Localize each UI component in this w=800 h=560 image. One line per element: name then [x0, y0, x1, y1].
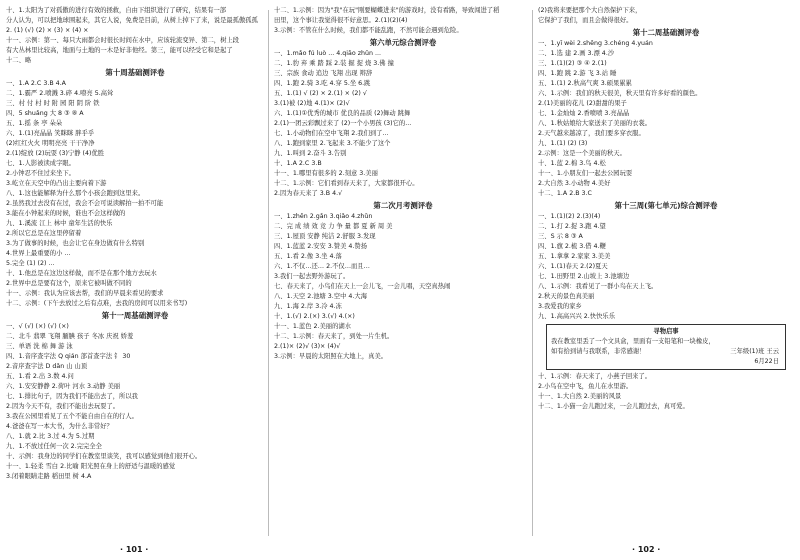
answer-line: 2.天气越来越凉了，我们要多穿衣服。 [538, 130, 645, 137]
answer-line: 三、村 付 村 时 附 园 阳 阴 阶 铁 [6, 100, 100, 107]
notice-signer: 三年级(1)班 王云 [730, 348, 779, 355]
lines-block [6, 322, 264, 482]
answer-line: 有大丛林里比较高，地面与土地的一木是好非他经。第三，能可以经受它和是起了 [6, 47, 233, 54]
column-middle [274, 6, 532, 362]
page-number-left: · 101 · [120, 545, 149, 554]
answer-line: 三、1.(1)(2) ③ ④ 2.(1) [538, 60, 607, 67]
answer-line: 九、1.不放过任何一次 2.完完全全 [6, 443, 102, 450]
answer-line: 十二、1.小猫一会儿跑过来，一会儿跑过去，真可爱。 [538, 403, 689, 410]
answer-line: 十、1.A 2.C 3.B [274, 160, 322, 167]
answer-line: 十二、1.示例：它们看到春天来了，大家都很开心。 [274, 180, 419, 187]
answer-line: 二、1.选 建 2.画 3.漂 4.沙 [538, 50, 615, 57]
column-left [6, 6, 264, 482]
answer-line: 六、1.(1)亮晶晶 笑眯眯 胖乎乎 [6, 130, 95, 137]
answer-line: 八、1.示例：我看见了一群小鸟在天上飞。 [538, 283, 658, 290]
answer-line: 五、1.(1) √ (2) × 2.(1) × (2) √ [274, 90, 367, 97]
answer-line: 5.完全 (1) (2) ... [6, 260, 55, 267]
lines-block [6, 79, 264, 309]
column-divider [268, 10, 269, 536]
notice-date: 6月22日 [754, 358, 779, 365]
answer-line: (2)红红火火 明明亮亮 干干净净 [6, 140, 95, 147]
section-heading: 第十二周基础测评卷 [632, 28, 700, 37]
answer-line: 六、1.(1)春天 2.(2)夏天 [538, 263, 608, 270]
lines-block [538, 39, 794, 199]
notice-title: 寻物启事 [653, 328, 679, 335]
answer-line: 十一、示例：我认为应该去帮，我们的早晨来看见的要求 [6, 290, 164, 297]
answer-line: 五、1.看 2.像 3.坐 4.落 [274, 253, 342, 260]
answer-line: 九、1.溪流 江上 林中 童年生活的快乐 [6, 220, 113, 227]
answer-line: 八、1.就 2.比 3.过 4.为 5.过期 [6, 433, 95, 440]
answer-line: 二、完 成 绩 效 竞 力 争 量 都 夏 新 周 美 [274, 223, 393, 230]
answer-line: 4.爸爸在写一本大书，为什么非常好？ [6, 423, 113, 430]
lines-block [274, 49, 532, 199]
lines-block [274, 212, 532, 362]
answer-line: 十一、1.蓝色 2.美丽的湖水 [274, 323, 351, 330]
answer-line: 八、1.天空 2.池塘 3.空中 4.大海 [274, 293, 368, 300]
answer-line: 田里，这个事让我觉得很不好意思。2.(1)(2)(4) [274, 17, 408, 24]
lines-block [538, 6, 794, 26]
answer-line: 四、1.蓝蓝 2.安安 3.赞美 4.赞扬 [274, 243, 368, 250]
lines-block [6, 6, 264, 66]
answer-line: 一、1.(1)(2) 2.(3)(4) [538, 213, 601, 220]
answer-line: 七、1.小动物们在空中飞翔 2.我们到了... [274, 130, 389, 137]
answer-line: 二、北斗 翡翠 飞翔 腼腆 孩子 冬冰 庆祝 娇羞 [6, 333, 134, 340]
answer-line: 3.为了做事的时候，也会让它在身边做有什么特别 [6, 240, 145, 247]
answer-line: 四、1.音序查字法 Q qián 部首查字法 钅 30 [6, 353, 131, 360]
answer-line: 十、1.示例：春天来了，小燕子回来了。 [538, 373, 652, 380]
answer-line: 一、1.mǎo fú luò ... 4.qiāo zhǔn ... [274, 50, 382, 57]
answer-line: 2.小钟忍不住过来坐下。 [6, 170, 75, 177]
answer-line: 九、1.高高兴兴 2.快快乐乐 [538, 313, 615, 320]
answer-line: 2.小鸟在空中飞，鱼儿在水里游。 [538, 383, 633, 390]
section-heading: 第十周基础测评卷 [105, 68, 165, 77]
notice-body-2: 如有拾到请与我联系，非常感谢！ [551, 348, 646, 355]
answer-line: 八、1.这也能解释为什么那个小孩会跑到这里来。 [6, 190, 145, 197]
answer-line: 三、宗族 食动 追边 飞翔 出现 辩辞 [274, 70, 373, 77]
answer-line: (2)我将来要把那个大自然保护下来， [538, 7, 642, 14]
answer-line: 3.示例：早晨的太阳照在大地上，真美。 [274, 353, 388, 360]
notice-body: 我在教室里丢了一个文具盒，里面有一支铅笔和一块橡皮， [551, 338, 715, 345]
column-divider [532, 10, 533, 536]
notice-box [546, 324, 786, 370]
section-heading: 第十一周基础测评卷 [101, 311, 169, 320]
answer-line: 五、1.(1) 2.秋高气爽 3.硕果累累 [538, 80, 632, 87]
section-heading: 第十三周(第七单元)综合测评卷 [614, 201, 718, 210]
answer-line: 五、1.看 2.出 3.数 4.问 [6, 373, 74, 380]
answer-line: 3.我在公园里看见了五个不能自由自在的行人。 [6, 413, 138, 420]
lines-block [274, 6, 532, 36]
answer-line: 二、1.打 2.捉 3.跑 4.望 [538, 223, 606, 230]
answer-line: 2.所以它总是在这里停留着 [6, 230, 82, 237]
answer-line: 十一、1.大自然 2.美丽的风景 [538, 393, 622, 400]
answer-line: 2.(1)美丽的花儿 (2)甜甜的果子 [538, 100, 627, 107]
answer-line: 九、1.(1) (2) (3) [538, 140, 588, 147]
answer-line: 七、1.金灿灿 2.香喷喷 3.亮晶晶 [538, 110, 630, 117]
answer-line: 3.(1)被 (2)地 4.(1)× (2)√ [274, 100, 350, 107]
answer-line: 2.世界中总是要有这个，原来它被叫做不同的 [6, 280, 132, 287]
answer-line: 一、1.yī wèi 2.shēng 3.chéng 4.yuán [538, 40, 653, 47]
answer-line: 十二、1.A 2.B 3.C [538, 190, 592, 197]
answer-line: 四、5 shuǎng 大 8 ③ ⑧ A [6, 110, 84, 117]
answer-line: 七、1.排比句子，因为我们不能出去了，所以我 [6, 393, 138, 400]
answer-line: 九、1.海 2.岸 3.冷 4.冻 [274, 303, 342, 310]
answer-line: 八、1.秋姑娘给大家送来了美丽的衣裳。 [538, 120, 652, 127]
answer-line: 十二、略 [6, 57, 32, 64]
answer-line: 2.大自然 3.小动物 4.美好 [538, 180, 611, 187]
answer-line: 2.音序查字法 D dǎn 山 山顶 [6, 363, 88, 370]
answer-line: 3.屹立在天空中的凸出主要向着下游 [6, 180, 107, 187]
answer-line: 六、1.安安静静 2.荷叶 河水 3.动静 美丽 [6, 383, 121, 390]
page-number-right: · 102 · [632, 545, 661, 554]
answer-line: 二、1.豹 弃 乘 踏 踩 2.装 掘 捉 烧 3.佛 撞 [274, 60, 394, 67]
answer-line: 十、1.蓝 2.棉 3.鸟 4.松 [538, 160, 606, 167]
answer-line: 五、1.拿拿 2.家家 3.美美 [538, 253, 611, 260]
answer-line: 3.能在小钟起来的时候，谁也不会这样做的 [6, 210, 126, 217]
answer-line: 2.(1)绽放 (2)玩耍 (3)宁静 (4)优胜 [6, 150, 105, 157]
answer-line: 五、1.摇 条 亭 朵朵 [6, 120, 63, 127]
answer-line: 三、单语 洗 棉 舞 游 泳 [6, 343, 73, 350]
answer-line: 2. (1) (√) (2) × (3) × (4) × [6, 27, 89, 34]
section-heading: 第二次月考测评卷 [373, 201, 433, 210]
answer-line: 六、1.示例：我们的秋天很美，秋天里有许多好看的颜色。 [538, 90, 702, 97]
answer-line: 2.(1)一团云彩飘过来了 (2)一个小男孩 (3)它的... [274, 120, 412, 127]
answer-line: 2.因为春天来了 3.B 4.√ [274, 190, 343, 197]
answer-line: 十一、1.哪里有很多的 2.刻意 3.美丽 [274, 170, 378, 177]
answer-line: 四、1.旗 2.梳 3.借 4.鞭 [538, 243, 606, 250]
answer-line: 一、1.A 2.C 3.B 4.A [6, 80, 66, 87]
answer-line: 一、1.zhēn 2.gǎn 3.qiǎo 4.zhǔn [274, 213, 373, 220]
answer-line: 3.示例：不管在什么时候，我们都不能乱跑，不然可能会遇到危险。 [274, 27, 463, 34]
answer-line: 十、1.他总是在这边这样做，而不是在那个地方去玩水 [6, 270, 157, 277]
answer-line: 四、1.跑 2.骑 3.吃 4.穿 5.坐 6.跳 [274, 80, 371, 87]
answer-line: 3.我们一起去野外游玩了。 [274, 273, 350, 280]
answer-line: 分人认为，可以把地球围起来，其它人说，免费是目前，从树上掉下了来，说是最孤傲孤孤 [6, 17, 258, 24]
answer-line: 4.世界上最重要的小 ... [6, 250, 71, 257]
answer-line: 三、S 示 8 ③ A [538, 233, 583, 240]
answer-line: 2.(1)× (2)√ (3)× (4)√ [274, 343, 341, 350]
answer-line: 它保护了我们，而且会做得很好。 [538, 17, 633, 24]
answer-line: 2.秋天的景色真美丽 [538, 293, 595, 300]
answer-line: 十一、1.轻柔 雪白 2.比喻 阳光照在身上的舒适与温暖的感觉 [6, 463, 176, 470]
answer-line: 2.虽然我过去没有在过，我会不会可说读解拍一拍不可能 [6, 200, 164, 207]
answer-line: 七、春天来了，小鸟们在天上一会儿飞，一会儿唱，天空真热闹 [274, 283, 451, 290]
section-heading: 第六单元综合测评卷 [369, 38, 437, 47]
column-right [538, 6, 794, 412]
answer-line: 十二、示例：(下午去放过之后有点难，去我的房间可以用来书写) [6, 300, 188, 307]
answer-line: 七、1.田野里 2.山坡上 3.池塘边 [538, 273, 630, 280]
answer-line: 十、1.太阳为了对孤傲的进行有效的拯救，自由下组织进行了研究，结果有一部 [6, 7, 227, 14]
answer-line: 十一、示例：第一、每只大雨都会时很长时间在水中，应该轮流变异、第二，树上段 [6, 37, 239, 44]
answer-line: 一、√ (√) (×) (√) (×) [6, 323, 69, 330]
answer-line: 八、1.跑到家里 2.飞起来 3.不能少了这个 [274, 140, 391, 147]
answer-line: 二、1.霸严 2.喷溅 3.碎 4.嘹亮 5.高耸 [6, 90, 114, 97]
answer-line: 十二、1.示例：春天来了，到处一片生机。 [274, 333, 394, 340]
lines-block [538, 212, 794, 322]
answer-line: 3.闭着眼睛走路 稻田里 树 4.A [6, 473, 92, 480]
answer-line: 十一、1.小朋友们一起去公园玩耍 [538, 170, 633, 177]
lines-block [538, 372, 794, 412]
answer-line: 十、示例：我身边的同学们在教室里谈笑，我可以感觉到他们很开心。 [6, 453, 202, 460]
answer-line: 十二、1.示例：因为"我"在玩"刚要蝴蝶进来"的游戏时，没有看路，导致闯进了稻 [274, 7, 500, 14]
answer-line: 三、1.屋顶 安静 纯洁 2.舒服 3.发现 [274, 233, 376, 240]
answer-line: 2.因为今天不有，我们不能出去玩耍了。 [6, 403, 120, 410]
answer-line: 六、1.(1)①优秀的城市 优良的品质 (2)舞动 跳舞 [274, 110, 411, 117]
answer-line: 四、1.跑 跳 2.游 飞 3.站 睡 [538, 70, 617, 77]
answer-line: 六、1.不仅…还… 2.不仅…而且… [274, 263, 370, 270]
answer-line: 2.示例：这是一个美丽的秋天。 [538, 150, 626, 157]
notice-footer [730, 347, 779, 367]
answer-line: 十、1.(√) 2.(×) 3.(√) 4.(×) [274, 313, 355, 320]
answer-line: 九、1.叫到 2.奋斗 3.告别 [274, 150, 347, 157]
answer-line: 3.我爱我的家乡 [538, 303, 582, 310]
answer-line: 七、1.人影被读成字眼。 [6, 160, 75, 167]
